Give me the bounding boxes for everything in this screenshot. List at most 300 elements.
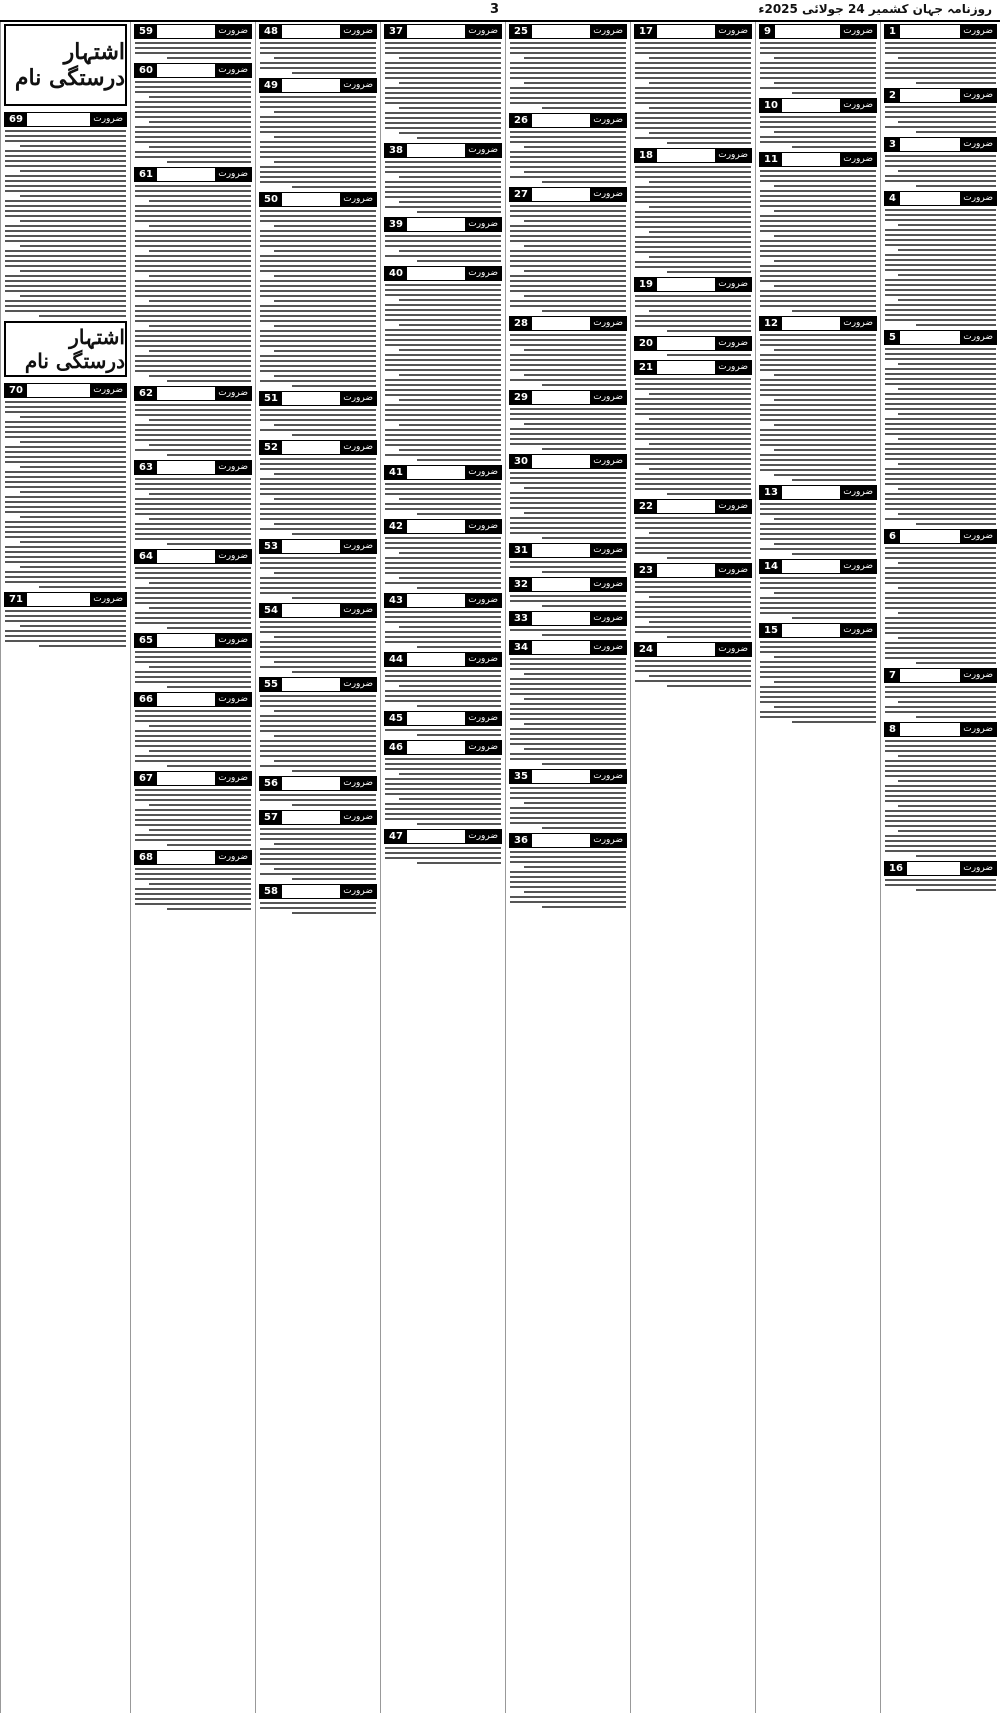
ad-header-bar (782, 492, 840, 493)
column-2 (755, 22, 880, 1713)
ad-body-text (384, 847, 502, 864)
text-line (5, 200, 126, 202)
classified-ad (134, 692, 252, 767)
classified-ad (509, 390, 627, 450)
text-line (885, 879, 996, 881)
text-line (760, 250, 876, 252)
text-line (274, 300, 376, 302)
ad-header (884, 722, 997, 737)
text-line (916, 185, 996, 187)
text-line (274, 57, 376, 59)
classified-ad (884, 529, 997, 664)
text-line (385, 47, 501, 49)
text-line (385, 52, 501, 54)
text-line (885, 632, 996, 634)
ad-body-text (4, 130, 127, 317)
ad-number: 37 (385, 25, 407, 38)
ad-header (759, 152, 877, 167)
ad-category-label: ضرورت (715, 278, 751, 291)
text-line (260, 493, 376, 495)
ad-header (4, 383, 127, 398)
text-line (135, 745, 251, 747)
text-line (885, 493, 996, 495)
ad-header-bar (282, 891, 340, 892)
text-line (760, 47, 876, 49)
text-line (385, 572, 501, 574)
text-line (5, 210, 126, 212)
text-line (885, 845, 996, 847)
text-line (524, 270, 626, 272)
text-line (260, 503, 376, 505)
ad-body-text (259, 794, 377, 806)
text-line (510, 812, 626, 814)
text-line (774, 681, 876, 683)
text-line (5, 526, 126, 528)
text-line (635, 176, 751, 178)
text-line (510, 668, 626, 670)
text-line (542, 634, 626, 636)
text-line (510, 663, 626, 665)
text-line (510, 300, 626, 302)
text-line (260, 52, 376, 54)
ad-body-text (884, 209, 997, 326)
ad-number: 39 (385, 218, 407, 231)
text-line (260, 725, 376, 727)
text-line (760, 295, 876, 297)
text-line (20, 441, 126, 443)
text-line (5, 581, 126, 583)
text-line (385, 409, 501, 411)
text-line (510, 792, 626, 794)
text-line (260, 592, 376, 594)
text-line (542, 181, 626, 183)
text-line (760, 339, 876, 341)
text-line (898, 299, 996, 301)
text-line (274, 161, 376, 163)
text-line (774, 57, 876, 59)
text-line (510, 260, 626, 262)
text-line (510, 658, 626, 660)
text-line (635, 216, 751, 218)
text-line (542, 605, 626, 607)
text-line (649, 621, 751, 623)
text-line (274, 498, 376, 500)
ad-number: 29 (510, 391, 532, 404)
text-line (260, 429, 376, 431)
ad-number: 56 (260, 777, 282, 790)
page-header (0, 0, 1000, 22)
text-line (135, 260, 251, 262)
ad-header-bar (657, 155, 715, 156)
text-line (5, 620, 126, 622)
text-line (635, 266, 751, 268)
text-line (260, 360, 376, 362)
ad-category-label: ضرورت (215, 851, 251, 864)
text-line (149, 300, 251, 302)
ad-category-label: ضرورت (840, 560, 876, 573)
classified-ad (759, 316, 877, 481)
text-line (260, 320, 376, 322)
text-line (5, 190, 126, 192)
text-line (5, 250, 126, 252)
text-line (635, 478, 751, 480)
text-line (760, 255, 876, 257)
text-line (274, 275, 376, 277)
text-line (760, 240, 876, 242)
text-line (510, 379, 626, 381)
text-line (135, 572, 251, 574)
classified-ad (759, 485, 877, 555)
text-line (167, 57, 251, 59)
text-line (135, 215, 251, 217)
text-line (5, 155, 126, 157)
text-line (385, 444, 501, 446)
ad-header (759, 316, 877, 331)
ad-number: 59 (135, 25, 157, 38)
text-line (260, 715, 376, 717)
text-line (260, 365, 376, 367)
text-line (399, 201, 501, 203)
ad-number: 25 (510, 25, 532, 38)
text-line (20, 541, 126, 543)
ad-header-bar (532, 120, 590, 121)
text-line (135, 439, 251, 441)
text-line (510, 92, 626, 94)
text-line (5, 476, 126, 478)
text-line (274, 843, 376, 845)
text-line (135, 903, 251, 905)
text-line (635, 433, 751, 435)
text-line (260, 355, 376, 357)
text-line (5, 280, 126, 282)
ad-number: 5 (885, 331, 900, 344)
ad-category-label: ضرورت (465, 830, 501, 843)
text-line (898, 274, 996, 276)
text-line (385, 847, 501, 849)
ad-category-label: ضرورت (465, 594, 501, 607)
text-line (524, 487, 626, 489)
column-5 (380, 22, 505, 1713)
text-line (510, 708, 626, 710)
text-line (885, 468, 996, 470)
text-line (916, 716, 996, 718)
text-line (399, 374, 501, 376)
text-line (524, 374, 626, 376)
text-line (385, 191, 501, 193)
text-line (635, 522, 751, 524)
text-line (274, 375, 376, 377)
text-line (885, 657, 996, 659)
classified-ad (634, 24, 752, 144)
text-line (292, 671, 376, 673)
text-line (635, 591, 751, 593)
ad-header (134, 633, 252, 648)
classified-ad (134, 850, 252, 910)
text-line (149, 250, 251, 252)
text-line (885, 577, 996, 579)
text-line (135, 587, 251, 589)
text-line (510, 713, 626, 715)
ad-number: 12 (760, 317, 782, 330)
text-line (885, 368, 996, 370)
ad-header-bar (282, 398, 340, 399)
text-line (760, 716, 876, 718)
text-line (635, 616, 751, 618)
text-line (898, 413, 996, 415)
ad-header (259, 78, 377, 93)
text-line (260, 285, 376, 287)
text-line (135, 503, 251, 505)
text-line (385, 245, 501, 247)
ad-header-bar (782, 159, 840, 160)
text-line (20, 145, 126, 147)
text-line (885, 259, 996, 261)
ad-body-text (259, 42, 377, 74)
classified-ad (384, 266, 502, 461)
text-line (260, 265, 376, 267)
text-line (524, 57, 626, 59)
text-line (510, 595, 626, 597)
text-line (385, 414, 501, 416)
text-line (760, 52, 876, 54)
text-line (760, 691, 876, 693)
text-line (135, 488, 251, 490)
text-line (385, 763, 501, 765)
text-line (385, 508, 501, 510)
ad-number: 53 (260, 540, 282, 553)
text-line (898, 513, 996, 515)
text-line (635, 680, 751, 682)
text-line (898, 612, 996, 614)
ad-category-label: ضرورت (590, 317, 626, 330)
text-line (760, 369, 876, 371)
text-line (510, 733, 626, 735)
ad-header (884, 330, 997, 345)
text-line (510, 718, 626, 720)
text-line (260, 315, 376, 317)
text-line (5, 451, 126, 453)
text-line (385, 542, 501, 544)
text-line (916, 889, 996, 891)
ad-header-bar (157, 174, 215, 175)
ad-category-label: ضرورت (590, 578, 626, 591)
text-line (5, 630, 126, 632)
text-line (760, 265, 876, 267)
text-line (898, 121, 996, 123)
classified-ad (634, 563, 752, 638)
ad-category-label: ضرورت (960, 669, 996, 682)
text-line (885, 244, 996, 246)
text-line (385, 77, 501, 79)
text-line (760, 270, 876, 272)
ad-category-label: ضرورت (715, 564, 751, 577)
text-line (649, 181, 751, 183)
ad-header (134, 386, 252, 401)
ad-category-label: ضرورت (215, 387, 251, 400)
text-line (135, 136, 251, 138)
ad-header (634, 642, 752, 657)
text-line (385, 562, 501, 564)
ad-header-bar (157, 857, 215, 858)
text-line (760, 646, 876, 648)
ad-number: 23 (635, 564, 657, 577)
ad-header (884, 24, 997, 39)
ad-header-bar (27, 390, 90, 391)
ad-body-text (759, 503, 877, 555)
text-line (760, 469, 876, 471)
text-line (774, 235, 876, 237)
ad-number: 65 (135, 634, 157, 647)
text-line (385, 439, 501, 441)
text-line (135, 414, 251, 416)
text-line (885, 448, 996, 450)
text-line (510, 600, 626, 602)
text-line (135, 888, 251, 890)
text-line (885, 348, 996, 350)
text-line (385, 171, 501, 173)
text-line (760, 444, 876, 446)
text-line (510, 77, 626, 79)
ad-number: 40 (385, 267, 407, 280)
text-line (260, 101, 376, 103)
text-line (667, 493, 751, 495)
text-line (885, 62, 996, 64)
ad-header-bar (27, 119, 90, 120)
text-line (5, 160, 126, 162)
text-line (524, 748, 626, 750)
column-7 (130, 22, 255, 1713)
text-line (20, 170, 126, 172)
text-line (135, 409, 251, 411)
text-line (135, 834, 251, 836)
classified-ad (509, 769, 627, 829)
text-line (39, 586, 126, 588)
text-line (385, 641, 501, 643)
text-line (510, 156, 626, 158)
text-line (510, 881, 626, 883)
text-line (385, 483, 501, 485)
text-line (510, 629, 626, 631)
text-line (260, 828, 376, 830)
ad-category-label: ضرورت (215, 25, 251, 38)
text-line (885, 234, 996, 236)
ad-body-text (634, 166, 752, 273)
text-line (135, 91, 251, 93)
text-line (916, 523, 996, 525)
text-line (510, 359, 626, 361)
ad-body-text (509, 42, 627, 109)
text-line (885, 403, 996, 405)
text-line (760, 180, 876, 182)
classified-ad (634, 642, 752, 687)
text-line (385, 364, 501, 366)
ad-header-bar (282, 817, 340, 818)
ad-number: 35 (510, 770, 532, 783)
ad-header-bar (282, 199, 340, 200)
text-line (385, 181, 501, 183)
ad-body-text (634, 378, 752, 495)
ad-body-text (384, 161, 502, 213)
text-line (5, 135, 126, 137)
ad-header (509, 187, 627, 202)
text-line (385, 196, 501, 198)
text-line (417, 587, 501, 589)
ad-header-bar (532, 647, 590, 648)
text-line (792, 146, 876, 148)
text-line (885, 126, 996, 128)
classified-ad (634, 277, 752, 332)
text-line (260, 631, 376, 633)
ad-number: 30 (510, 455, 532, 468)
text-line (885, 775, 996, 777)
text-line (385, 354, 501, 356)
ad-number: 31 (510, 544, 532, 557)
text-line (260, 567, 376, 569)
ad-header-bar (407, 600, 465, 601)
text-line (635, 631, 751, 633)
text-line (260, 858, 376, 860)
text-line (260, 745, 376, 747)
text-line (135, 315, 251, 317)
text-line (385, 503, 501, 505)
text-line (135, 295, 251, 297)
classified-ad (509, 454, 627, 539)
text-line (135, 533, 251, 535)
text-line (774, 82, 876, 84)
ad-body-text (259, 210, 377, 387)
text-line (760, 577, 876, 579)
text-line (274, 572, 376, 574)
text-line (510, 364, 626, 366)
ad-number: 66 (135, 693, 157, 706)
text-line (399, 552, 501, 554)
text-line (135, 220, 251, 222)
classified-ad (884, 24, 997, 84)
ad-header-bar (657, 570, 715, 571)
text-line (385, 768, 501, 770)
text-line (510, 477, 626, 479)
text-line (542, 448, 626, 450)
text-line (20, 245, 126, 247)
text-line (510, 369, 626, 371)
ad-body-text (384, 483, 502, 515)
text-line (135, 538, 251, 540)
text-line (5, 501, 126, 503)
text-line (260, 656, 376, 658)
text-line (635, 67, 751, 69)
text-line (885, 358, 996, 360)
ad-header-bar (532, 550, 590, 551)
text-line (792, 310, 876, 312)
text-line (5, 576, 126, 578)
text-line (898, 249, 996, 251)
ad-header-bar (407, 273, 465, 274)
text-line (885, 518, 996, 520)
text-line (135, 335, 251, 337)
ad-body-text (134, 81, 252, 163)
text-line (385, 700, 501, 702)
text-line (774, 449, 876, 451)
text-line (274, 661, 376, 663)
ad-header-bar (407, 472, 465, 473)
text-line (885, 284, 996, 286)
text-line (885, 42, 996, 44)
ad-category-label: ضرورت (465, 218, 501, 231)
ad-body-text (759, 170, 877, 312)
text-line (635, 601, 751, 603)
text-line (510, 67, 626, 69)
ad-number: 42 (385, 520, 407, 533)
